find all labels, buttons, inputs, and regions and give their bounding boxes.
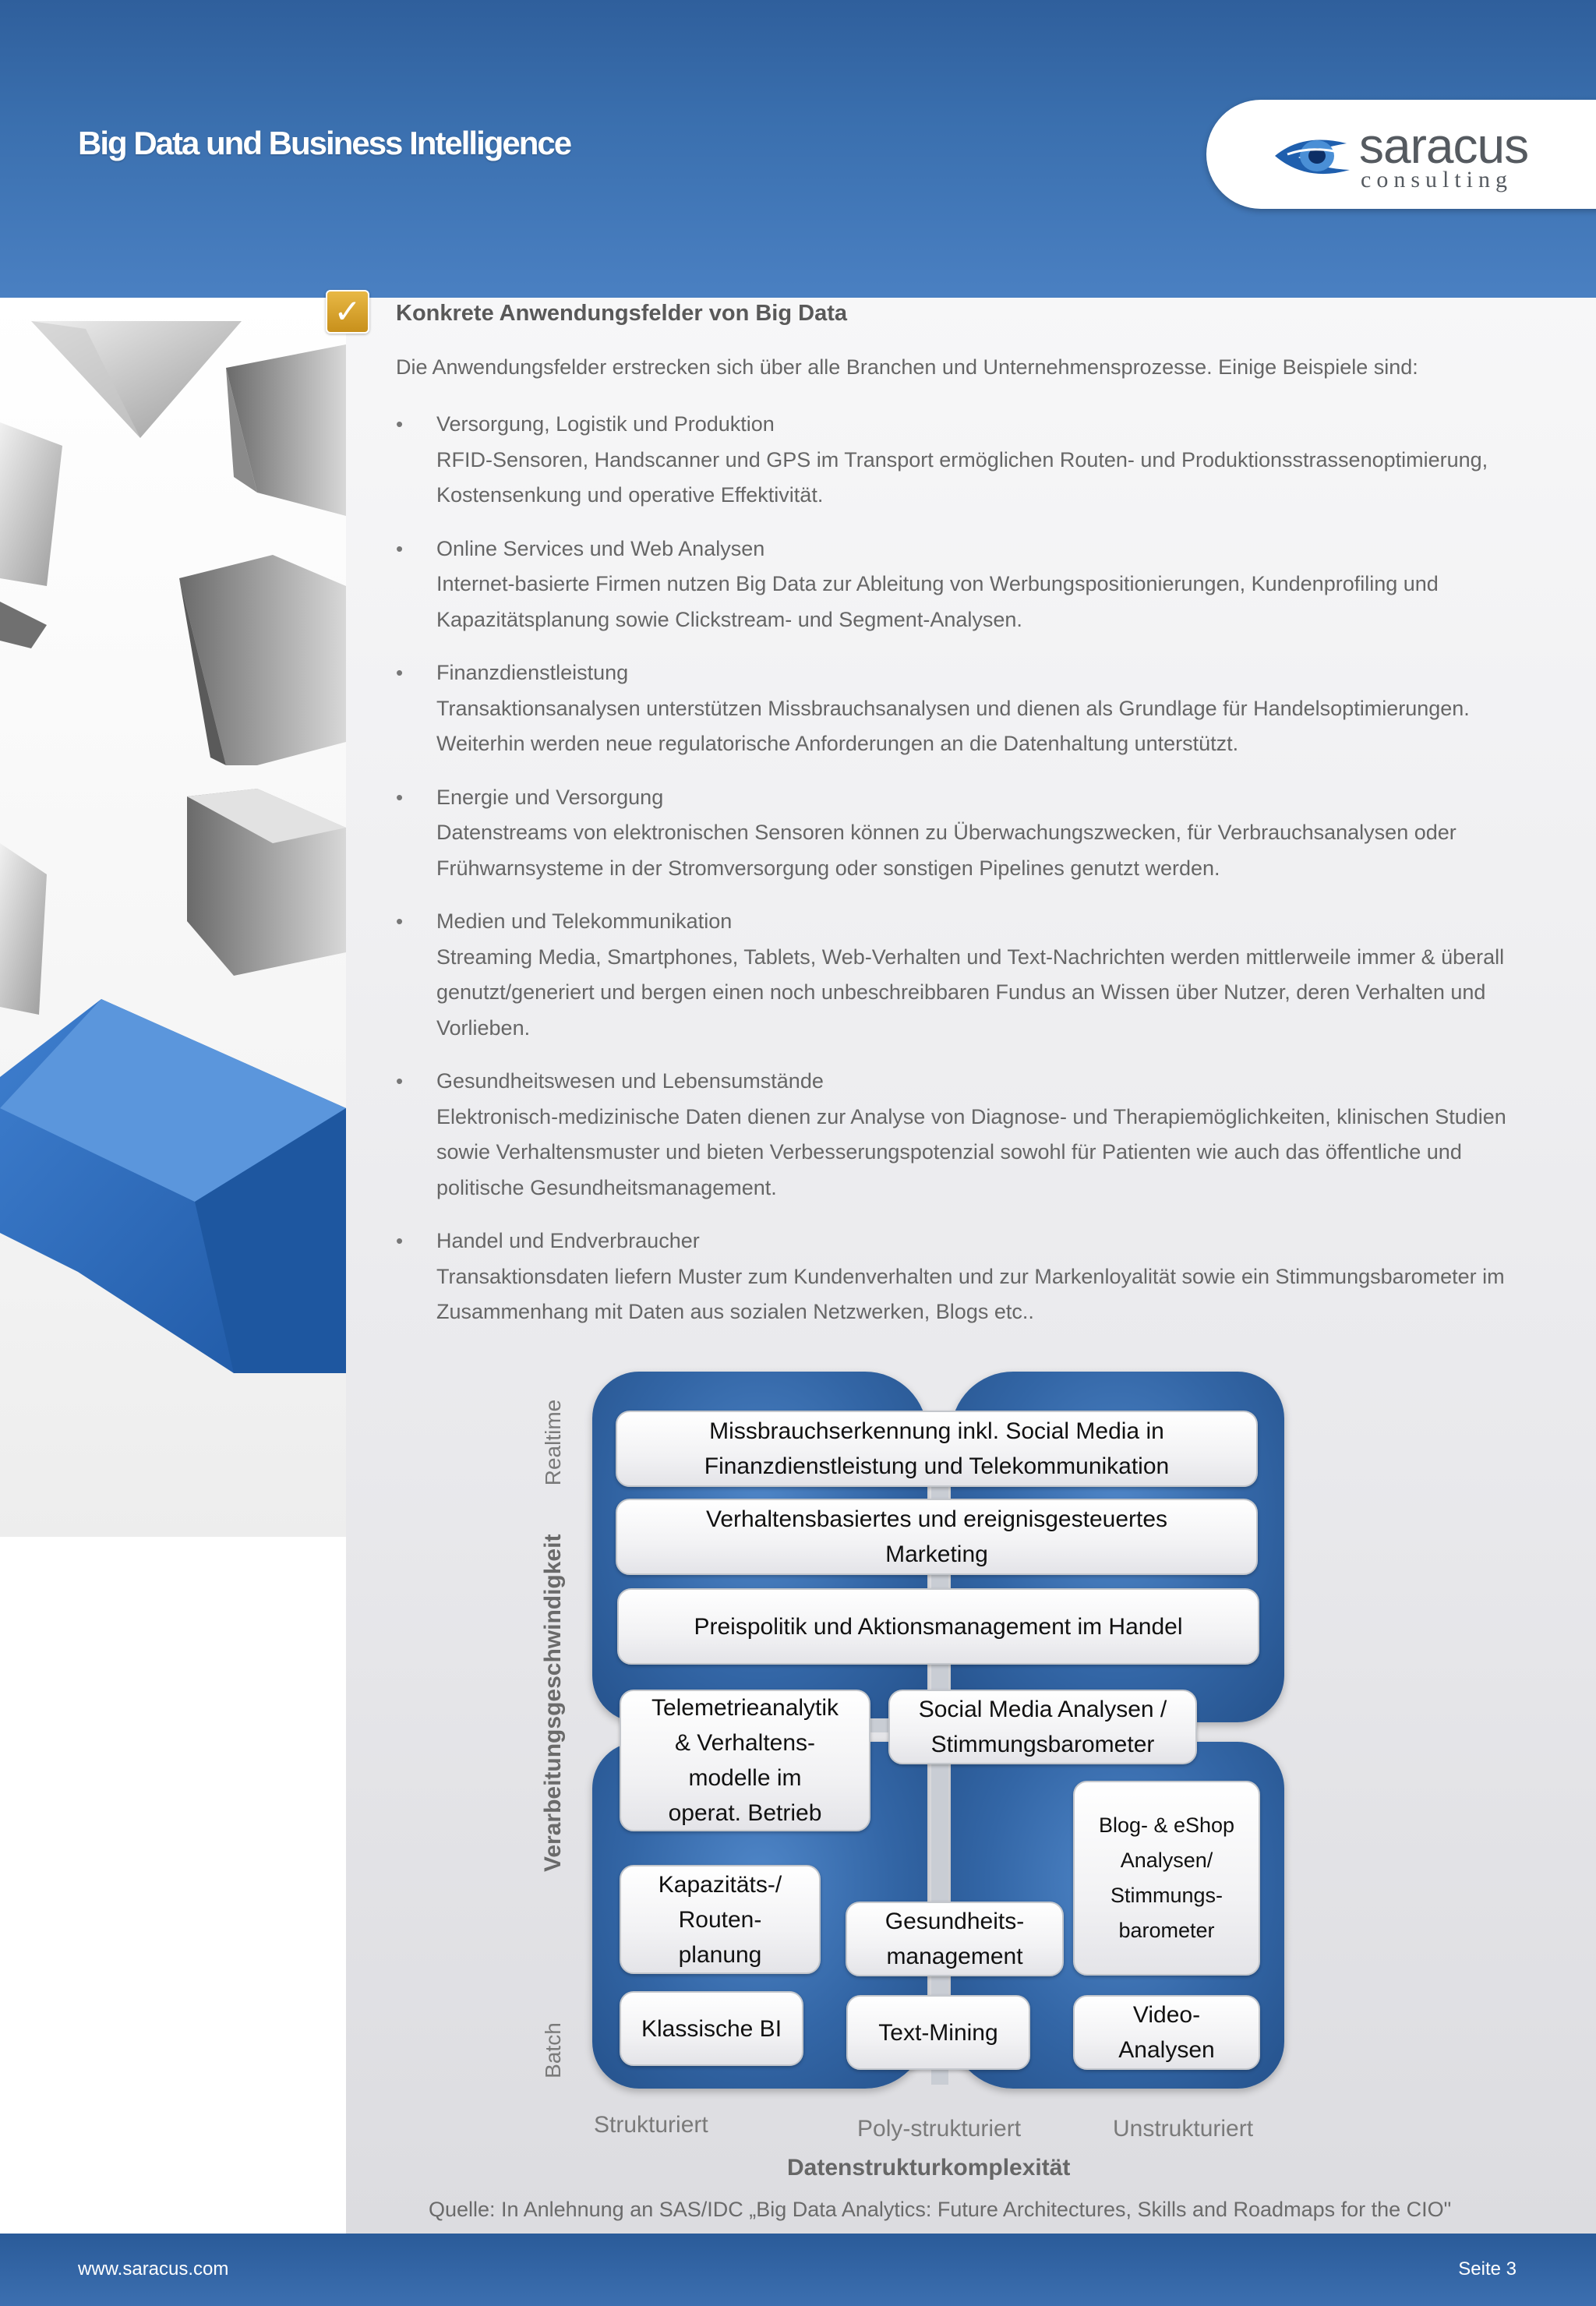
item-title: • Medien und Telekommunikation xyxy=(436,909,733,933)
page-header xyxy=(0,0,1596,298)
item-title: • Gesundheitswesen und Lebensumstände xyxy=(436,1069,824,1093)
decorative-cubes-image xyxy=(0,298,346,1537)
item-title: • Versorgung, Logistik und Produktion xyxy=(436,412,775,436)
logo-wordmark: saracus xyxy=(1359,118,1529,174)
list-item xyxy=(396,1064,1549,1206)
page-footer xyxy=(0,2234,1596,2306)
box-missbrauchserkennung: Missbrauchserkennung inkl. Social Media in Finanzdienstleistung und Telekommunikation xyxy=(616,1411,1258,1487)
eye-logo-icon xyxy=(1272,128,1358,182)
x-axis-mid-label: Poly-strukturiert xyxy=(857,2116,1022,2142)
item-text: Internet-basierte Firmen nutzen Big Data zur Ableitung von Werbungspositionierungen, Kundenprofiling und Kapazitätsplanung sowie Clickstream- und Segment-Analysen. xyxy=(436,572,1439,631)
item-text: Streaming Media, Smartphones, Tablets, Web-Verhalten und Text-Nachrichten werden mittlerweile immer & überall genutzt/generiert und bergen einen noch unbeschreibbaren Fundus an Wissen über Nutzer, deren Verhalten und Vorlieben. xyxy=(436,945,1505,1040)
page-number: Seite 3 xyxy=(1458,2258,1517,2280)
x-axis-right-label: Unstrukturiert xyxy=(1113,2116,1254,2142)
website-link[interactable]: www.saracus.com xyxy=(78,2258,229,2280)
source-citation: Quelle: In Anlehnung an SAS/IDC „Big Data Analytics: Future Architectures, Skills and Roadmaps for the CIO" xyxy=(429,2198,1452,2221)
application-list xyxy=(396,407,1549,1348)
list-item xyxy=(396,904,1549,1046)
box-gesundheitsmanagement: Gesundheits- management xyxy=(846,1902,1064,1976)
list-item xyxy=(396,531,1549,638)
item-text: Transaktionsdaten liefern Muster zum Kundenverhalten und zur Markenloyalität sowie ein Stimmungsbarometer im Zusammenhang mit Daten aus sozialen Netzwerken, Blogs etc.. xyxy=(436,1264,1505,1323)
box-social-media-analysen: Social Media Analysen / Stimmungsbarometer xyxy=(888,1690,1197,1764)
y-axis-bottom-label: Batch xyxy=(541,2022,565,2078)
checkmark-icon: ✓ xyxy=(326,290,369,334)
big-data-diagram xyxy=(530,1368,1309,2181)
item-title: • Online Services und Web Analysen xyxy=(436,536,765,560)
list-item xyxy=(396,655,1549,762)
item-text: RFID-Sensoren, Handscanner und GPS im Transport ermöglichen Routen- und Produktionsstrassenoptimierung, Kostensenkung und operative Effektivität. xyxy=(436,447,1488,507)
box-text-mining: Text-Mining xyxy=(846,1995,1030,2070)
section-title: Konkrete Anwendungsfelder von Big Data xyxy=(396,301,847,326)
y-axis-top-label: Realtime xyxy=(541,1399,565,1486)
box-verhaltensbasiertes-marketing: Verhaltensbasiertes und ereignisgesteuertes Marketing xyxy=(616,1499,1258,1575)
box-kapazitaetsplanung: Kapazitäts-/ Routen- planung xyxy=(620,1865,821,1974)
item-title: • Energie und Versorgung xyxy=(436,785,664,809)
list-item xyxy=(396,780,1549,887)
box-video-analysen: Video- Analysen xyxy=(1073,1995,1260,2070)
item-text: Datenstreams von elektronischen Sensoren können zu Überwachungszwecken, für Verbrauchsanalysen oder Frühwarnsysteme in der Stromversorgung oder sonstigen Pipelines genutzt werden. xyxy=(436,821,1457,880)
item-text: Elektronisch-medizinische Daten dienen zur Analyse von Diagnose- und Therapiemöglichkeiten, klinischen Studien sowie Verhaltensmuster und bieten Verbesserungspotenzial sowohl für Patienten wie auch das öffentliche und politische Gesundheitsmanagement. xyxy=(436,1104,1506,1199)
x-axis-title: Datenstrukturkomplexität xyxy=(787,2155,1071,2181)
box-klassische-bi: Klassische BI xyxy=(620,1991,803,2066)
box-telemetrieanalytik: Telemetrieanalytik & Verhaltens- modelle im operat. Betrieb xyxy=(620,1690,870,1831)
y-axis-title: Verarbeitungsgeschwindigkeit xyxy=(540,1534,566,1872)
box-blog-eshop-analysen: Blog- & eShop Analysen/ Stimmungs- barometer xyxy=(1073,1781,1260,1976)
item-title: • Handel und Endverbraucher xyxy=(436,1229,700,1252)
item-text: Transaktionsanalysen unterstützen Missbrauchsanalysen und dienen als Grundlage für Handelsoptimierungen. Weiterhin werden neue regulatorische Anforderungen an die Datenhaltung unterstützt. xyxy=(436,696,1470,755)
logo-subtitle: consulting xyxy=(1361,167,1513,192)
item-title: • Finanzdienstleistung xyxy=(436,661,629,684)
list-item xyxy=(396,1224,1549,1330)
list-item xyxy=(396,407,1549,514)
document-title: Big Data und Business Intelligence xyxy=(78,125,571,161)
x-axis-left-label: Strukturiert xyxy=(594,2112,708,2138)
company-logo xyxy=(1206,100,1596,209)
cubes-illustration xyxy=(0,298,346,1537)
box-preispolitik: Preispolitik und Aktionsmanagement im Handel xyxy=(617,1588,1259,1665)
section-intro: Die Anwendungsfelder erstrecken sich über alle Branchen und Unternehmensprozesse. Einige Beispiele sind: xyxy=(396,355,1418,379)
